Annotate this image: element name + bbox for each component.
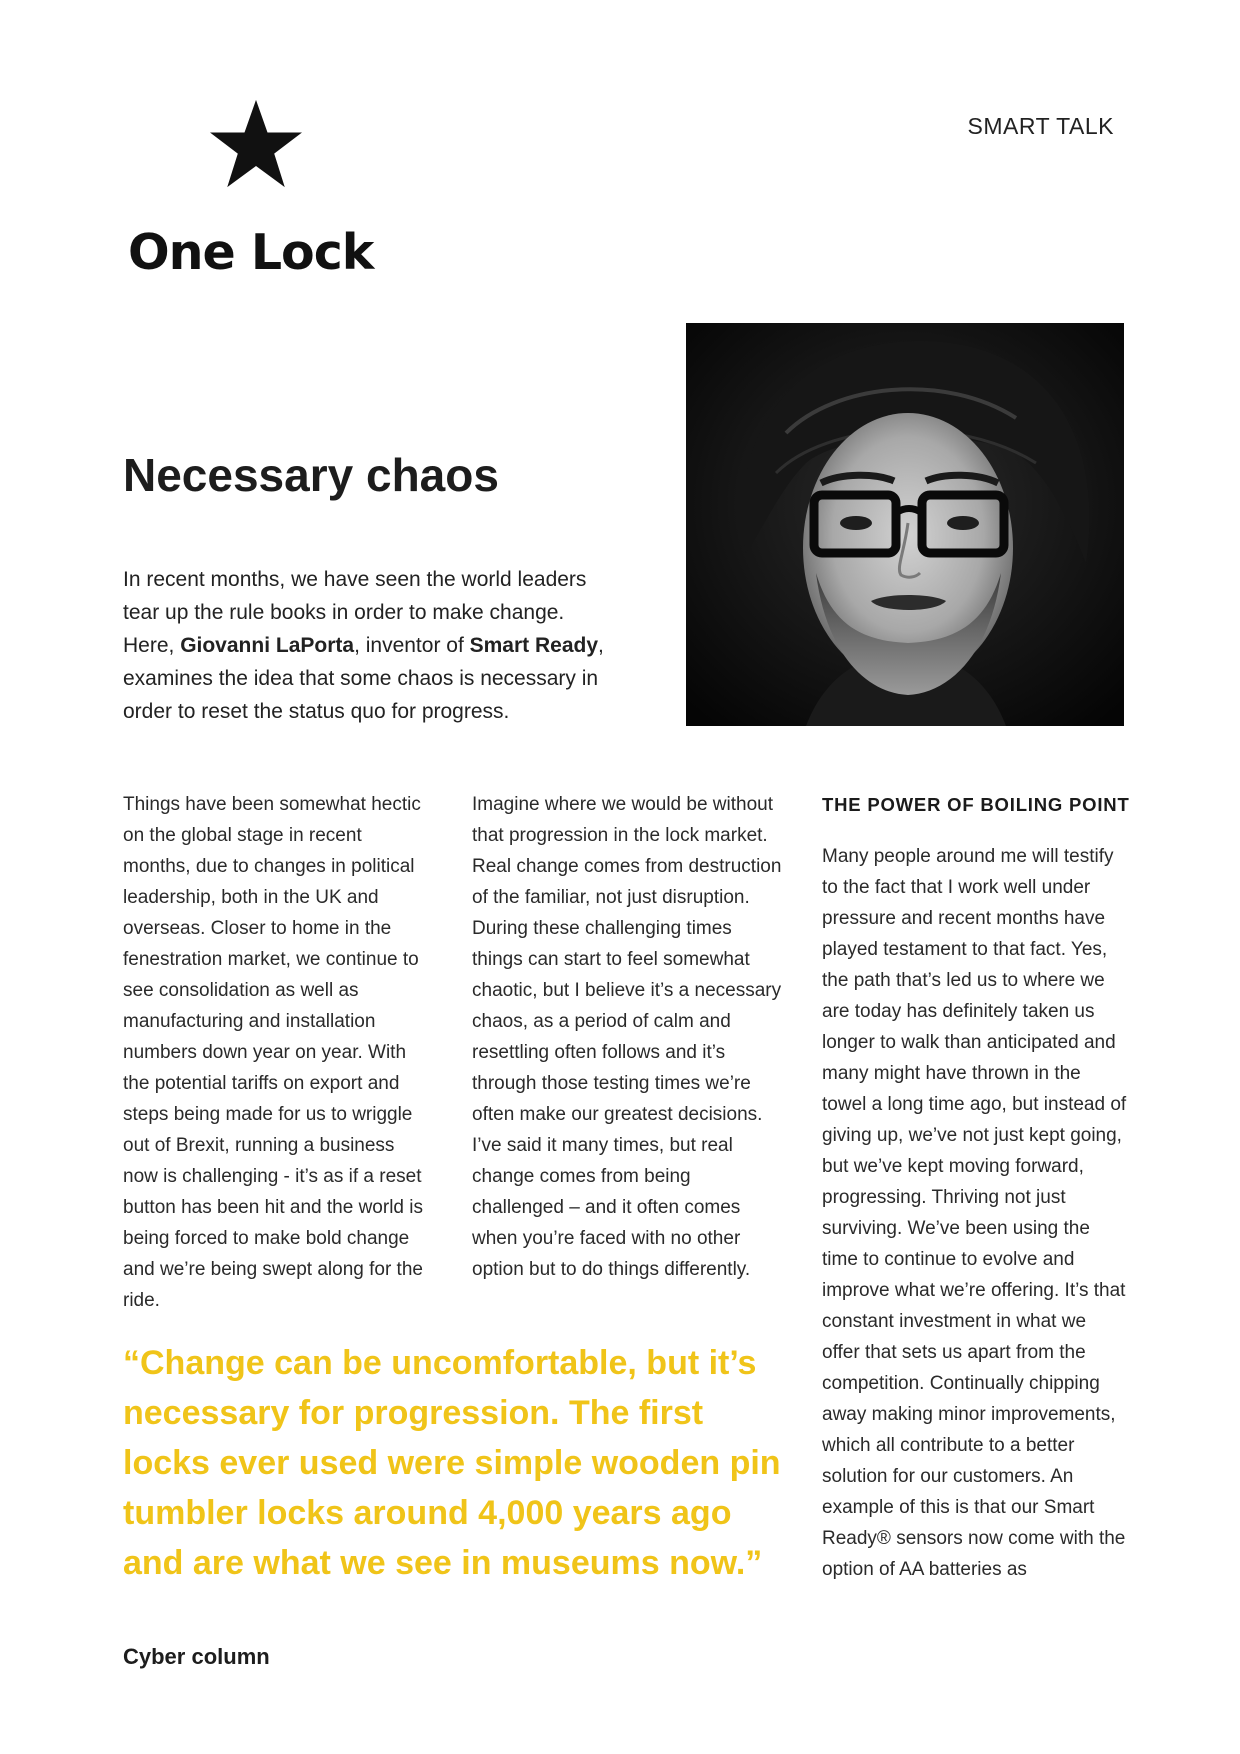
article-title: Necessary chaos <box>123 449 499 501</box>
logo-text: One Lock <box>128 224 374 281</box>
section-subhead: THE POWER OF BOILING POINT <box>822 794 1130 815</box>
body-column-3: Many people around me will testify to the fact that I work well under pressure and recent months have played testament to that fact. Yes, the path that’s led us to where we are today has definitely taken us longer to walk than anticipated and many might have thrown in the towel a long time ago, but instead of giving up, we’ve not just kept going, but we’ve kept moving forward, progressing. Thriving not just surviving. We’ve been using the time to continue to evolve and improve what we’re offering. It’s that constant investment in what we offer that sets us apart from the competition. Continually chipping away making minor improvements, which all contribute to a better solution for our customers. An example of this is that our Smart Ready® sensors now come with the option of AA batteries as <box>822 846 1127 1580</box>
author-portrait <box>686 323 1124 726</box>
standfirst-text: , inventor of <box>354 634 470 657</box>
article-standfirst <box>123 563 613 728</box>
footer-label: Cyber column <box>123 1644 270 1669</box>
standfirst-text: , examines the idea that some chaos is necessary in order to reset the status quo for progress. <box>123 634 604 723</box>
body-column-1: Things have been somewhat hectic on the global stage in recent months, due to changes in political leadership, both in the UK and overseas. Closer to home in the fenestration market, we continue to see consolidation as well as manufacturing and installation numbers down year on year. With the potential tariffs on export and steps being made for us to wriggle out of Brexit, running a business now is challenging - it’s as if a reset button has been hit and the world is being forced to make bold change and we’re being swept along for the ride. <box>123 794 423 1311</box>
body-column-2: Imagine where we would be without that progression in the lock market. Real change comes from destruction of the familiar, not just disruption. During these challenging times things can start to feel somewhat chaotic, but I believe it’s a necessary chaos, as a period of calm and resettling often follows and it’s through those testing times we’re often make our greatest decisions. I’ve said it many times, but real change comes from being challenged – and it often comes when you’re faced with no other option but to do things differently. <box>472 794 782 1280</box>
product-name: Smart Ready <box>469 634 599 657</box>
standfirst-text: In recent months, we have seen the world leaders tear up the rule books in order to make change. Here, <box>123 568 587 657</box>
section-label: SMART TALK <box>967 113 1114 139</box>
author-name: Giovanni LaPorta <box>180 634 355 657</box>
portrait-image <box>686 323 1124 726</box>
pull-quote: “Change can be uncomfortable, but it’s necessary for progression. The first locks ever used were simple wooden pin tumbler locks around 4,000 years ago and are what we see in museums now.” <box>123 1344 781 1582</box>
star-icon <box>208 98 304 190</box>
